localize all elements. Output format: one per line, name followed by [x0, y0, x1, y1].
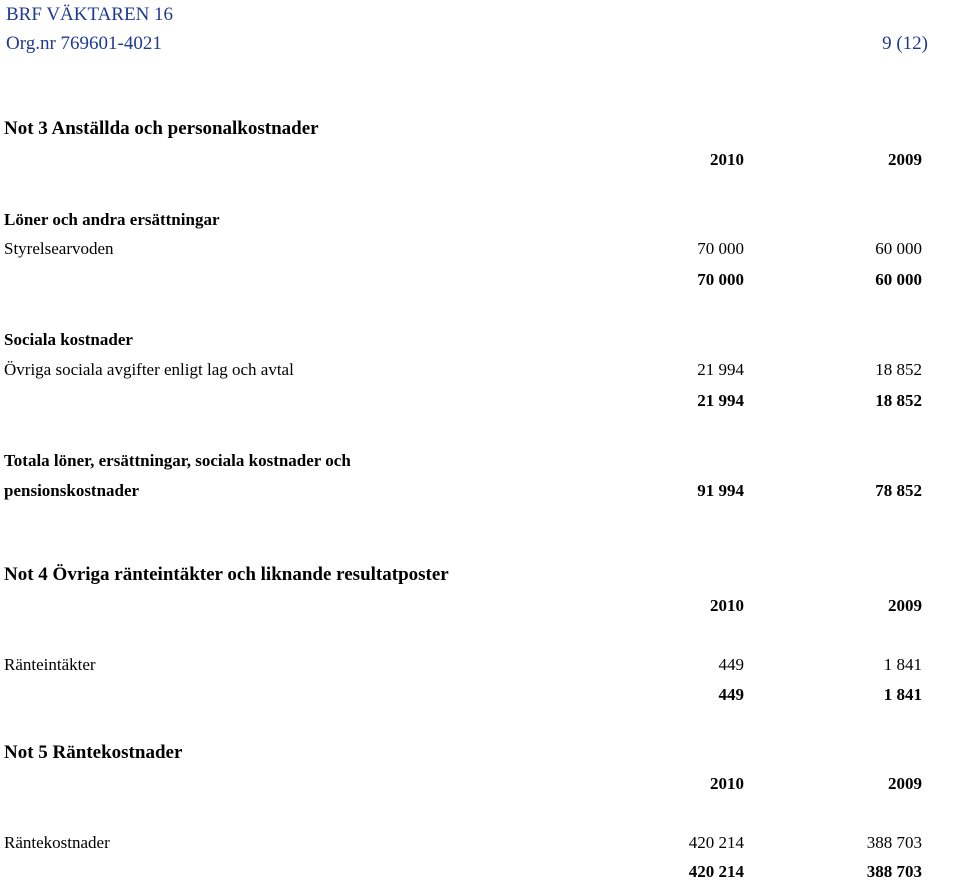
- not4-sum-2009: 1 841: [883, 685, 922, 704]
- org-number: [6, 34, 162, 53]
- not5-row-rantekostnader-2010: 420 214: [688, 833, 744, 852]
- not5-row-rantekostnader: Räntekostnader: [4, 833, 110, 852]
- not3-total-label-line2: pensionskostnader: [4, 481, 140, 500]
- not3-section1-title: Löner och andra ersättningar: [4, 210, 220, 229]
- not3-section2-title: Sociala kostnader: [4, 330, 133, 349]
- not4-sum-2010: 449: [718, 685, 744, 704]
- org-nr-label: Org.nr: [6, 33, 56, 54]
- not3-row-styrelsearvoden-2010: 70 000: [697, 239, 744, 258]
- not3-title: Not 3 Anställda och personalkostnader: [4, 118, 319, 139]
- not3-total-2010: 91 994: [697, 481, 744, 500]
- not3-section1-sum-2009: 60 000: [875, 270, 922, 289]
- not3-row-sociala-avgifter-2009: 18 852: [875, 360, 922, 379]
- page-number: 9 (12): [882, 33, 928, 54]
- not5-sum-2010: 420 214: [688, 862, 744, 881]
- org-nr-value: 769601-4021: [60, 33, 162, 54]
- not4-title: Not 4 Övriga ränteintäkter och liknande resultatposter: [4, 564, 449, 585]
- not4-year-2009: 2009: [888, 596, 922, 615]
- org-name: BRF VÄKTAREN 16: [6, 4, 174, 25]
- not3-section1-sum-2010: 70 000: [697, 270, 744, 289]
- not4-year-2010: 2010: [710, 596, 744, 615]
- not3-total-label-line1: Totala löner, ersättningar, sociala kostnader och: [4, 451, 351, 470]
- not3-row-styrelsearvoden-2009: 60 000: [875, 239, 922, 258]
- not5-year-2010: 2010: [710, 774, 744, 793]
- not3-year-2009: 2009: [888, 150, 922, 169]
- not3-total-2009: 78 852: [875, 481, 922, 500]
- not5-row-rantekostnader-2009: 388 703: [866, 833, 922, 852]
- not4-row-ranteintakter-2009: 1 841: [883, 655, 922, 674]
- not3-row-styrelsearvoden: Styrelsearvoden: [4, 239, 114, 258]
- not5-title: Not 5 Räntekostnader: [4, 742, 183, 763]
- not4-row-ranteintakter-2010: 449: [718, 655, 744, 674]
- not3-row-sociala-avgifter-2010: 21 994: [697, 360, 744, 379]
- not4-row-ranteintakter: Ränteintäkter: [4, 655, 96, 674]
- not3-section2-sum-2009: 18 852: [875, 391, 922, 410]
- not5-sum-2009: 388 703: [866, 862, 922, 881]
- not3-section2-sum-2010: 21 994: [697, 391, 744, 410]
- not3-year-2010: 2010: [710, 150, 744, 169]
- not3-row-sociala-avgifter: Övriga sociala avgifter enligt lag och avtal: [4, 360, 294, 379]
- not5-year-2009: 2009: [888, 774, 922, 793]
